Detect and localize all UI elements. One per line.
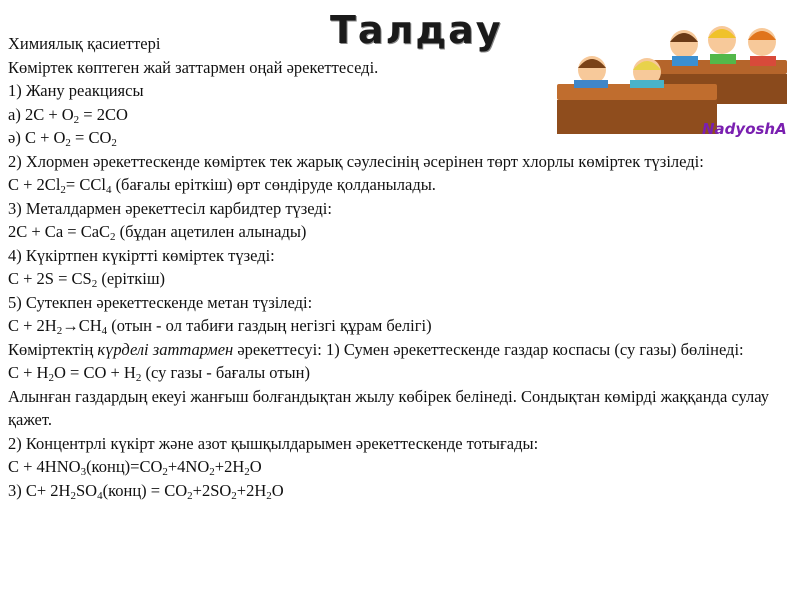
text-segment: 3) C+ 2H <box>8 480 71 500</box>
text-segment: = CCl <box>65 175 106 194</box>
text-segment: (конц) = CO <box>102 480 188 500</box>
text-segment: C + 2S = CS <box>8 269 92 288</box>
subscript: 2 <box>56 325 63 337</box>
text-segment: +2SO <box>192 480 232 500</box>
text-segment: 4) Күкіртпен күкіртті көміртек түзеді: <box>8 245 275 265</box>
text-segment: (су газы - бағалы отын) <box>141 363 310 382</box>
logo-text: NadyoshA <box>702 120 787 138</box>
text-line <box>8 197 788 221</box>
text-segment: (конц)=CO <box>86 457 163 476</box>
text-segment: Көміртек көптеген жай заттармен оңай әрекеттеседі. <box>8 57 379 77</box>
subscript: 2 <box>70 489 76 502</box>
text-segment: (бағалы еріткіш) өрт сөндіруде қолданылады. <box>111 175 436 194</box>
text-segment: = 2CO <box>79 104 128 124</box>
text-line <box>8 220 788 244</box>
text-segment: (бұдан ацетилен алынады) <box>115 222 307 241</box>
text-segment: Алынған газдардың екеуі жанғыш болғандықтан жылу көбірек белінеді. Сондықтан көмірді жаққанда сулау қажет. <box>8 386 770 429</box>
subscript: 2 <box>91 278 98 290</box>
subscript: 2 <box>187 489 193 502</box>
text-segment: C + 4HNO <box>8 457 81 476</box>
text-line <box>8 103 788 127</box>
text-line <box>8 244 788 268</box>
subscript: 2 <box>111 137 117 149</box>
slide-body <box>8 32 788 502</box>
text-segment: →CH <box>62 316 102 335</box>
text-segment: +4NO <box>167 457 210 476</box>
subscript: 4 <box>97 489 103 502</box>
text-line <box>8 56 788 80</box>
subscript: 2 <box>231 489 237 502</box>
text-segment: 2) Хлормен әрекеттескенде көміртек тек жарық сәулесінің әсерінен төрт хлорлы көміртек түзіледі: <box>8 151 704 171</box>
text-segment: (отын - ол табиғи газдың негізгі құрам белігі) <box>107 316 432 335</box>
text-segment: SO <box>75 480 98 500</box>
text-segment: Химиялық қасиеттері <box>8 34 161 53</box>
text-segment: 3) Металдармен әрекеттесіл карбидтер түзеді: <box>8 198 332 218</box>
text-segment: 2) Концентрлі күкірт және азот қышқылдарымен әрекеттескенде тотығады: <box>8 433 539 453</box>
text-segment: а) 2C + O <box>8 104 74 124</box>
text-segment: O = CO + H <box>53 363 136 382</box>
text-segment: (еріткіш) <box>97 269 166 288</box>
text-segment: 1) Жану реакциясы <box>8 81 144 100</box>
text-segment: O <box>271 480 284 500</box>
subscript: 2 <box>209 466 215 478</box>
text-line <box>8 432 788 456</box>
text-line <box>8 479 788 503</box>
text-segment: = CO <box>70 128 112 147</box>
text-line <box>8 385 788 432</box>
text-segment: күрделі заттармен <box>97 339 234 359</box>
text-segment: O <box>249 457 262 476</box>
slide-title: Талдау <box>330 8 503 52</box>
text-line <box>8 361 788 385</box>
text-segment: Көміртектің <box>8 339 98 359</box>
text-line <box>8 314 788 338</box>
subscript: 2 <box>65 137 71 149</box>
text-line <box>8 338 788 362</box>
subscript: 2 <box>266 489 272 502</box>
text-line <box>8 291 788 315</box>
text-line <box>8 126 788 150</box>
text-segment: ә) C + O <box>8 128 66 147</box>
text-segment: +2H <box>236 480 267 500</box>
subscript: 2 <box>48 372 54 384</box>
subscript: 2 <box>110 231 116 243</box>
text-segment: C + 2Cl <box>8 175 61 194</box>
text-line <box>8 455 788 479</box>
text-segment: әрекеттесуі: 1) Сумен әрекеттескенде газдар коспасы (су газы) бөлінеді: <box>233 339 744 359</box>
text-segment: C + H <box>8 363 49 382</box>
subscript: 4 <box>105 184 112 196</box>
text-line <box>8 173 788 197</box>
subscript: 2 <box>244 466 250 478</box>
text-segment: +2H <box>214 457 245 476</box>
text-line <box>8 267 788 291</box>
text-line <box>8 79 788 103</box>
subscript: 2 <box>60 184 66 196</box>
text-segment: C + 2H <box>8 316 57 335</box>
text-segment: 2C + Ca = CaC <box>8 222 111 241</box>
subscript: 2 <box>135 372 142 384</box>
subscript: 2 <box>73 113 80 126</box>
text-segment: 5) Сутекпен әрекеттескенде метан түзіледі: <box>8 292 313 312</box>
subscript: 3 <box>80 466 87 478</box>
text-line <box>8 32 788 56</box>
text-line <box>8 150 788 174</box>
subscript: 4 <box>101 325 108 337</box>
subscript: 2 <box>162 466 168 478</box>
